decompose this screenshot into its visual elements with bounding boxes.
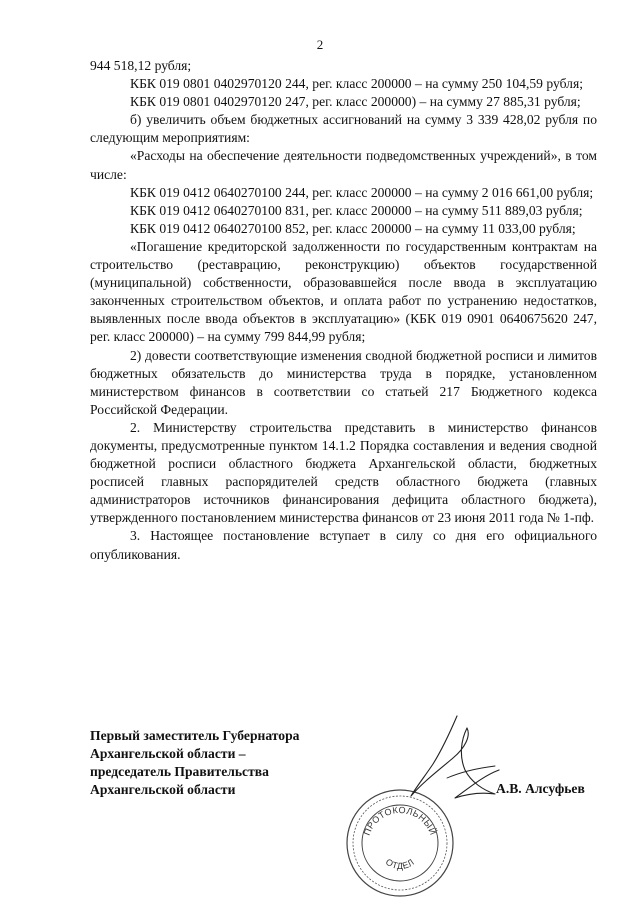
document-body (90, 57, 597, 564)
signatory-title (90, 727, 299, 799)
signatory-title-line: Первый заместитель Губернатора (90, 728, 300, 743)
paragraph: 3. Настоящее постановление вступает в силу со дня его официального опубликования. (90, 528, 597, 562)
signatory-title-line: Архангельской области – (90, 746, 246, 762)
paragraph: 2. Министерству строительства представить в министерство финансов документы, предусмотренные пунктом 14.1.2 Порядка составления и ведения сводной бюджетной росписи областного бюджета Архангельской области, бюджетных росписей главных распорядителей средств областного бюджета (главных администраторов источников финансирования дефицита областного бюджета), утвержденного постановлением министерства финансов от 23 июня 2011 года № 1-пф. (90, 419, 597, 526)
signatory-title-line: Архангельской области (90, 782, 236, 798)
paragraph: КБК 019 0801 0402970120 244, рег. класс 200000 – на сумму 250 104,59 рубля; (130, 76, 583, 92)
seal-bottom-text: ОТДЕЛ (383, 856, 417, 872)
handwritten-signature (395, 712, 507, 804)
seal-top-text: ПРОТОКОЛЬНЫЙ (361, 804, 439, 837)
paragraph: б) увеличить объем бюджетных ассигнований на сумму 3 339 428,02 рубля по следующим мероприятиям: (90, 112, 597, 146)
paragraph: «Погашение кредиторской задолженности по государственным контрактам на строительство (реставрацию, реконструкцию) объектов государственной (муниципальной) собственности, образовавшейся после ввода в эксплуатацию законченных строительством объектов, и оплата работ по устранению недостатков, выявленных после ввода объектов в эксплуатацию» (КБК 019 0901 0640675620 247, рег. класс 200000) – на сумму 799 844,99 рубля; (90, 238, 597, 345)
svg-text:ПРОТОКОЛЬНЫЙ (362, 805, 439, 837)
paragraph: КБК 019 0412 0640270100 244, рег. класс 200000 – на сумму 2 016 661,00 рубля; (130, 184, 594, 200)
page-number: 2 (316, 37, 324, 52)
svg-text:ОТДЕЛ (384, 857, 416, 871)
paragraph: 944 518,12 рубля; (90, 58, 192, 73)
paragraph: КБК 019 0412 0640270100 852, рег. класс 200000 – на сумму 11 033,00 рубля; (130, 220, 576, 236)
paragraph: «Расходы на обеспечение деятельности подведомственных учреждений», в том числе: (90, 148, 597, 182)
paragraph: КБК 019 0801 0402970120 247, рег. класс 200000) – на сумму 27 885,31 рубля; (130, 94, 581, 110)
paragraph: 2) довести соответствующие изменения сводной бюджетной росписи и лимитов бюджетных обязательств до министерства труда в порядке, установленном министерством финансов в соответствии со статьей 217 Бюджетного кодекса Российской Федерации. (90, 347, 597, 417)
signatory-title-line: председатель Правительства (90, 764, 269, 780)
paragraph: КБК 019 0412 0640270100 831, рег. класс 200000 – на сумму 511 889,03 рубля; (130, 202, 583, 218)
signatory-name: А.В. Алсуфьев (496, 781, 585, 796)
